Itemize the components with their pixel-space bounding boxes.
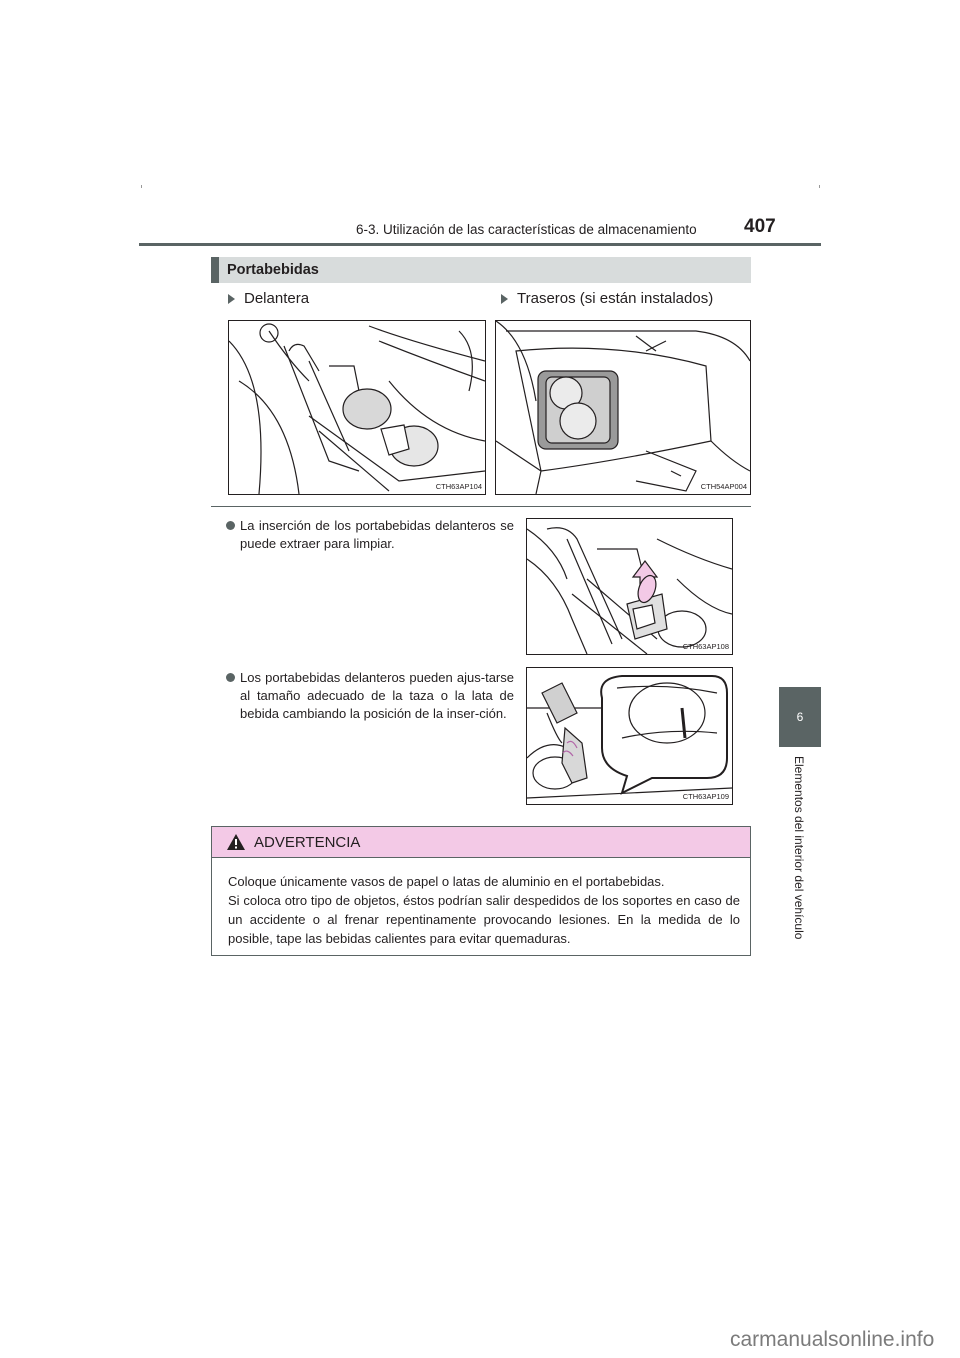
bullet-text: Los portabebidas delanteros pueden ajus-tarse al tamaño adecuado de la taza o la lata de bebida cambiando la posición de la inser-ción.	[240, 670, 514, 721]
rear-armrest-illustration	[496, 321, 750, 494]
bullet-item	[226, 669, 514, 723]
running-header: 6-3. Utilización de las características de almacenamiento	[356, 222, 697, 237]
bullet-dot-icon	[226, 521, 235, 530]
figure-insert-adjustment	[526, 667, 733, 805]
triangle-bullet-icon	[228, 294, 235, 304]
warning-triangle-icon	[226, 833, 246, 851]
crop-mark	[819, 185, 820, 188]
section-heading-text: Portabebidas	[227, 262, 319, 278]
warning-title: ADVERTENCIA	[254, 833, 361, 851]
header-rule	[139, 243, 821, 246]
subhead-rear	[501, 290, 713, 307]
figure-rear-cup-holders	[495, 320, 751, 495]
crop-mark	[141, 185, 142, 188]
warning-header	[212, 827, 750, 858]
subhead-rear-label: Traseros (si están instalados)	[517, 290, 714, 307]
figure-front-cup-holders	[228, 320, 486, 495]
chapter-title: Elementos del interior del vehículo	[792, 756, 806, 940]
figure-code: CTH63AP109	[682, 792, 729, 801]
warning-box	[211, 826, 751, 956]
figure-code: CTH54AP004	[700, 482, 747, 491]
section-divider	[211, 506, 751, 507]
page-number: 407	[744, 216, 776, 237]
bullet-text: La inserción de los portabebidas delanteros se puede extraer para limpiar.	[240, 518, 514, 551]
figure-code: CTH63AP104	[435, 482, 482, 491]
figure-insert-removal	[526, 518, 733, 655]
insert-removal-illustration	[527, 519, 732, 654]
insert-adjustment-illustration	[527, 668, 732, 804]
subhead-front-label: Delantera	[244, 290, 310, 307]
warning-body: Coloque únicamente vasos de papel o latas de aluminio en el portabebidas. Si coloca otro tipo de objetos, éstos podrían salir despedidos de los soportes en caso de un accidente o al frenar repentinamente provocando lesiones. En la medida de lo posible, tape las bebidas calientes para evitar quemaduras.	[228, 874, 740, 946]
watermark: carmanualsonline.info	[730, 1328, 935, 1351]
chapter-tab	[779, 687, 821, 747]
front-console-illustration	[229, 321, 485, 494]
bullet-item	[226, 517, 514, 553]
figure-code: CTH63AP108	[682, 642, 729, 651]
triangle-bullet-icon	[501, 294, 508, 304]
chapter-number: 6	[796, 710, 804, 724]
subhead-front	[228, 290, 309, 307]
bullet-dot-icon	[226, 673, 235, 682]
section-heading	[211, 257, 751, 283]
